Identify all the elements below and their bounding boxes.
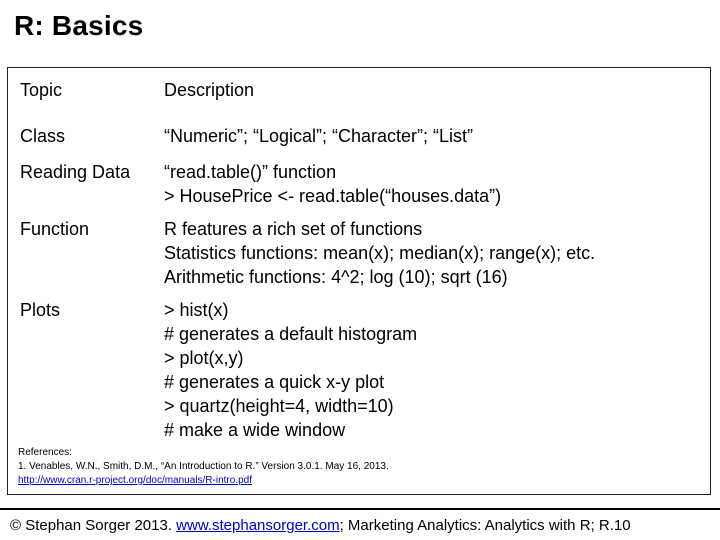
slide-title: R: Basics [14, 10, 144, 41]
footer-course-info: ; Marketing Analytics: Analytics with R; R.10 [339, 517, 631, 534]
description-line: Statistics functions: mean(x); median(x); range(x); etc. [164, 243, 596, 263]
reference-link[interactable]: http://www.cran.r-project.org/doc/manuals/R-intro.pdf [18, 475, 252, 486]
footer-website-link[interactable]: www.stephansorger.com [176, 517, 340, 534]
references [18, 446, 389, 488]
description-line: “read.table()” function [164, 162, 337, 182]
row-topic: Class [20, 126, 66, 146]
row-description [164, 124, 473, 148]
row-description [164, 160, 501, 208]
description-line: > plot(x,y) [164, 348, 244, 368]
footer-copyright: © Stephan Sorger 2013. [10, 517, 177, 534]
row-description [164, 217, 595, 289]
row-topic: Plots [20, 300, 61, 320]
description-line: R features a rich set of functions [164, 219, 423, 239]
description-line: Arithmetic functions: 4^2; log (10); sqrt (16) [164, 267, 508, 287]
reference-item: 1. Venables, W.N., Smith, D.M., “An Introduction to R.” Version 3.0.1. May 16, 2013. [18, 461, 389, 472]
footer-divider [0, 508, 720, 510]
row-topic: Reading Data [20, 162, 131, 182]
row-description [164, 298, 417, 442]
header-topic: Topic [20, 80, 63, 100]
references-heading: References: [18, 447, 72, 458]
description-line: > hist(x) [164, 300, 229, 320]
header-description: Description [164, 80, 255, 100]
footer [10, 516, 631, 536]
description-line: “Numeric”; “Logical”; “Character”; “List” [164, 126, 474, 146]
topics-table [7, 67, 711, 495]
description-line: > HousePrice <- read.table(“houses.data”) [164, 186, 502, 206]
description-line: > quartz(height=4, width=10) [164, 396, 394, 416]
description-line: # generates a quick x-y plot [164, 372, 385, 392]
row-topic: Function [20, 219, 90, 239]
description-line: # generates a default histogram [164, 324, 418, 344]
description-line: # make a wide window [164, 420, 346, 440]
